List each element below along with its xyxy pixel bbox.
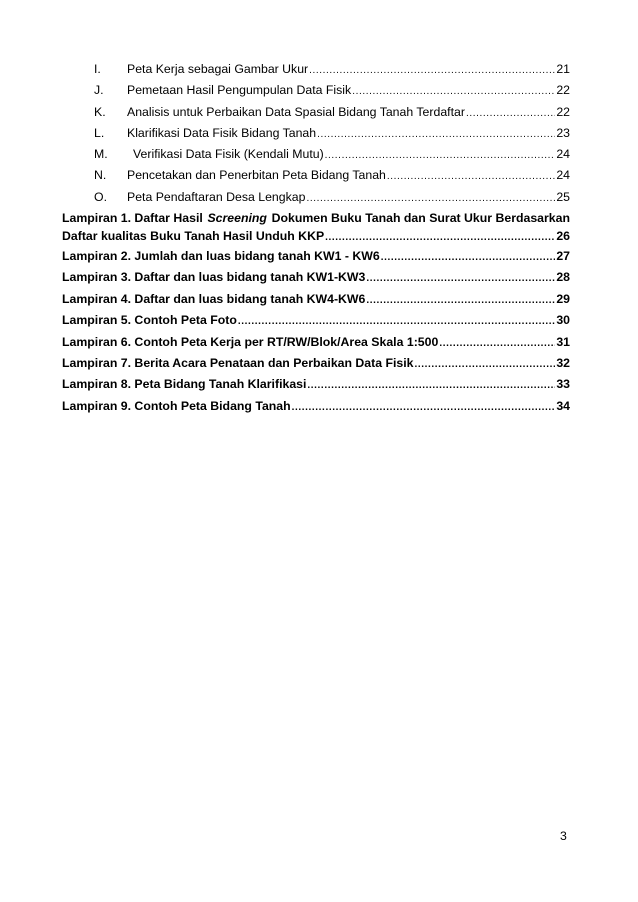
toc-entry-j[interactable] (62, 80, 570, 101)
toc-entry-letter: I. (94, 62, 101, 76)
toc-entry-page: 21 (556, 62, 570, 76)
dot-leader (387, 166, 555, 187)
toc-entry-page: 29 (556, 291, 570, 306)
toc-lampiran-1[interactable] (62, 209, 570, 246)
toc-entry-title: Peta Pendaftaran Desa Lengkap (127, 189, 306, 204)
toc-lampiran-4[interactable] (62, 289, 570, 310)
page-number: 3 (560, 829, 567, 843)
toc-entry-page: 26 (556, 229, 570, 244)
dot-leader (307, 375, 555, 396)
dot-leader (466, 103, 555, 124)
toc-entry-n[interactable] (62, 165, 570, 186)
toc-entry-letter: N. (94, 168, 107, 183)
toc-lampiran-5[interactable] (62, 310, 570, 331)
toc-entry-title: Pencetakan dan Penerbitan Peta Bidang Tanah (127, 168, 386, 183)
toc-lampiran-3[interactable] (62, 267, 570, 288)
toc-entry-title: Lampiran 3. Daftar dan luas bidang tanah KW1-KW3 (62, 270, 366, 285)
toc-lampiran-8[interactable] (62, 374, 570, 395)
toc-entry-page: 24 (556, 147, 570, 162)
dot-leader (238, 311, 555, 332)
toc-entry-title: Verifikasi Data Fisik (Kendali Mutu) (133, 147, 324, 162)
toc-entry-i[interactable] (62, 59, 570, 80)
toc-entry-title: Lampiran 5. Contoh Peta Foto (62, 313, 237, 328)
dot-leader (366, 290, 555, 311)
toc-entry-letter: K. (94, 104, 106, 119)
toc-entry-page: 23 (556, 125, 570, 140)
toc-entry-title: Peta Kerja sebagai Gambar Ukur (127, 62, 309, 76)
toc-lampiran-9[interactable] (62, 396, 570, 417)
toc-entry-letter: O. (94, 189, 107, 204)
toc-lampiran-1-line2 (62, 227, 570, 246)
dot-leader (439, 333, 555, 354)
toc-entry-title: Lampiran 2. Jumlah dan luas bidang tanah KW1 - KW6 (62, 249, 380, 264)
dot-leader (381, 247, 556, 268)
toc-entry-letter: M. (94, 147, 108, 162)
toc-entry-title: Daftar kualitas Buku Tanah Hasil Unduh KKP (62, 229, 325, 244)
dot-leader (306, 188, 555, 209)
toc-entry-title: Lampiran 8. Peta Bidang Tanah Klarifikasi (62, 377, 307, 392)
dot-leader (292, 397, 556, 418)
toc-entry-letter: J. (94, 83, 104, 98)
toc-entry-title: Lampiran 4. Daftar dan luas bidang tanah KW4-KW6 (62, 291, 366, 306)
toc-entry-page: 24 (556, 168, 570, 183)
toc-entry-m[interactable] (62, 144, 570, 165)
dot-leader (366, 268, 555, 289)
toc-lampiran-1-prefix: Lampiran 1. Daftar Hasil (62, 211, 203, 226)
toc-entry-o[interactable] (62, 187, 570, 208)
toc-entry-page: 33 (556, 377, 570, 392)
dot-leader (317, 124, 555, 145)
toc-lampiran-1-italic: Screening (207, 211, 267, 226)
toc-entry-title: Lampiran 7. Berita Acara Penataan dan Perbaikan Data Fisik (62, 356, 414, 371)
toc-entry-page: 30 (556, 313, 570, 328)
toc-lampiran-1-line1 (62, 209, 570, 227)
toc-entry-page: 22 (556, 104, 570, 119)
toc-entry-page: 25 (556, 189, 570, 204)
dot-leader (415, 354, 556, 375)
toc-entry-title: Lampiran 9. Contoh Peta Bidang Tanah (62, 398, 291, 413)
toc-entry-title: Analisis untuk Perbaikan Data Spasial Bidang Tanah Terdaftar (127, 104, 465, 119)
toc-entry-title: Klarifikasi Data Fisik Bidang Tanah (127, 125, 317, 140)
toc-entry-k[interactable] (62, 102, 570, 123)
toc-entry-page: 28 (556, 270, 570, 285)
dot-leader (309, 60, 555, 81)
toc-entry-page: 32 (556, 356, 570, 371)
toc-lampiran-2[interactable] (62, 246, 570, 267)
toc-entry-page: 27 (556, 249, 570, 264)
table-of-contents (62, 59, 570, 417)
toc-entry-l[interactable] (62, 123, 570, 144)
dot-leader (352, 81, 555, 102)
toc-entry-page: 34 (556, 398, 570, 413)
toc-entry-title: Pemetaan Hasil Pengumpulan Data Fisik (127, 83, 352, 98)
toc-entry-page: 31 (556, 334, 570, 349)
toc-entry-page: 22 (556, 83, 570, 98)
toc-entry-letter: L. (94, 125, 105, 140)
toc-lampiran-6[interactable] (62, 332, 570, 353)
toc-lampiran-1-rest: Dokumen Buku Tanah dan Surat Ukur Berdasarkan (271, 211, 570, 226)
dot-leader (325, 228, 555, 247)
dot-leader (325, 145, 556, 166)
toc-entry-title: Lampiran 6. Contoh Peta Kerja per RT/RW/Blok/Area Skala 1:500 (62, 334, 439, 349)
toc-lampiran-7[interactable] (62, 353, 570, 374)
